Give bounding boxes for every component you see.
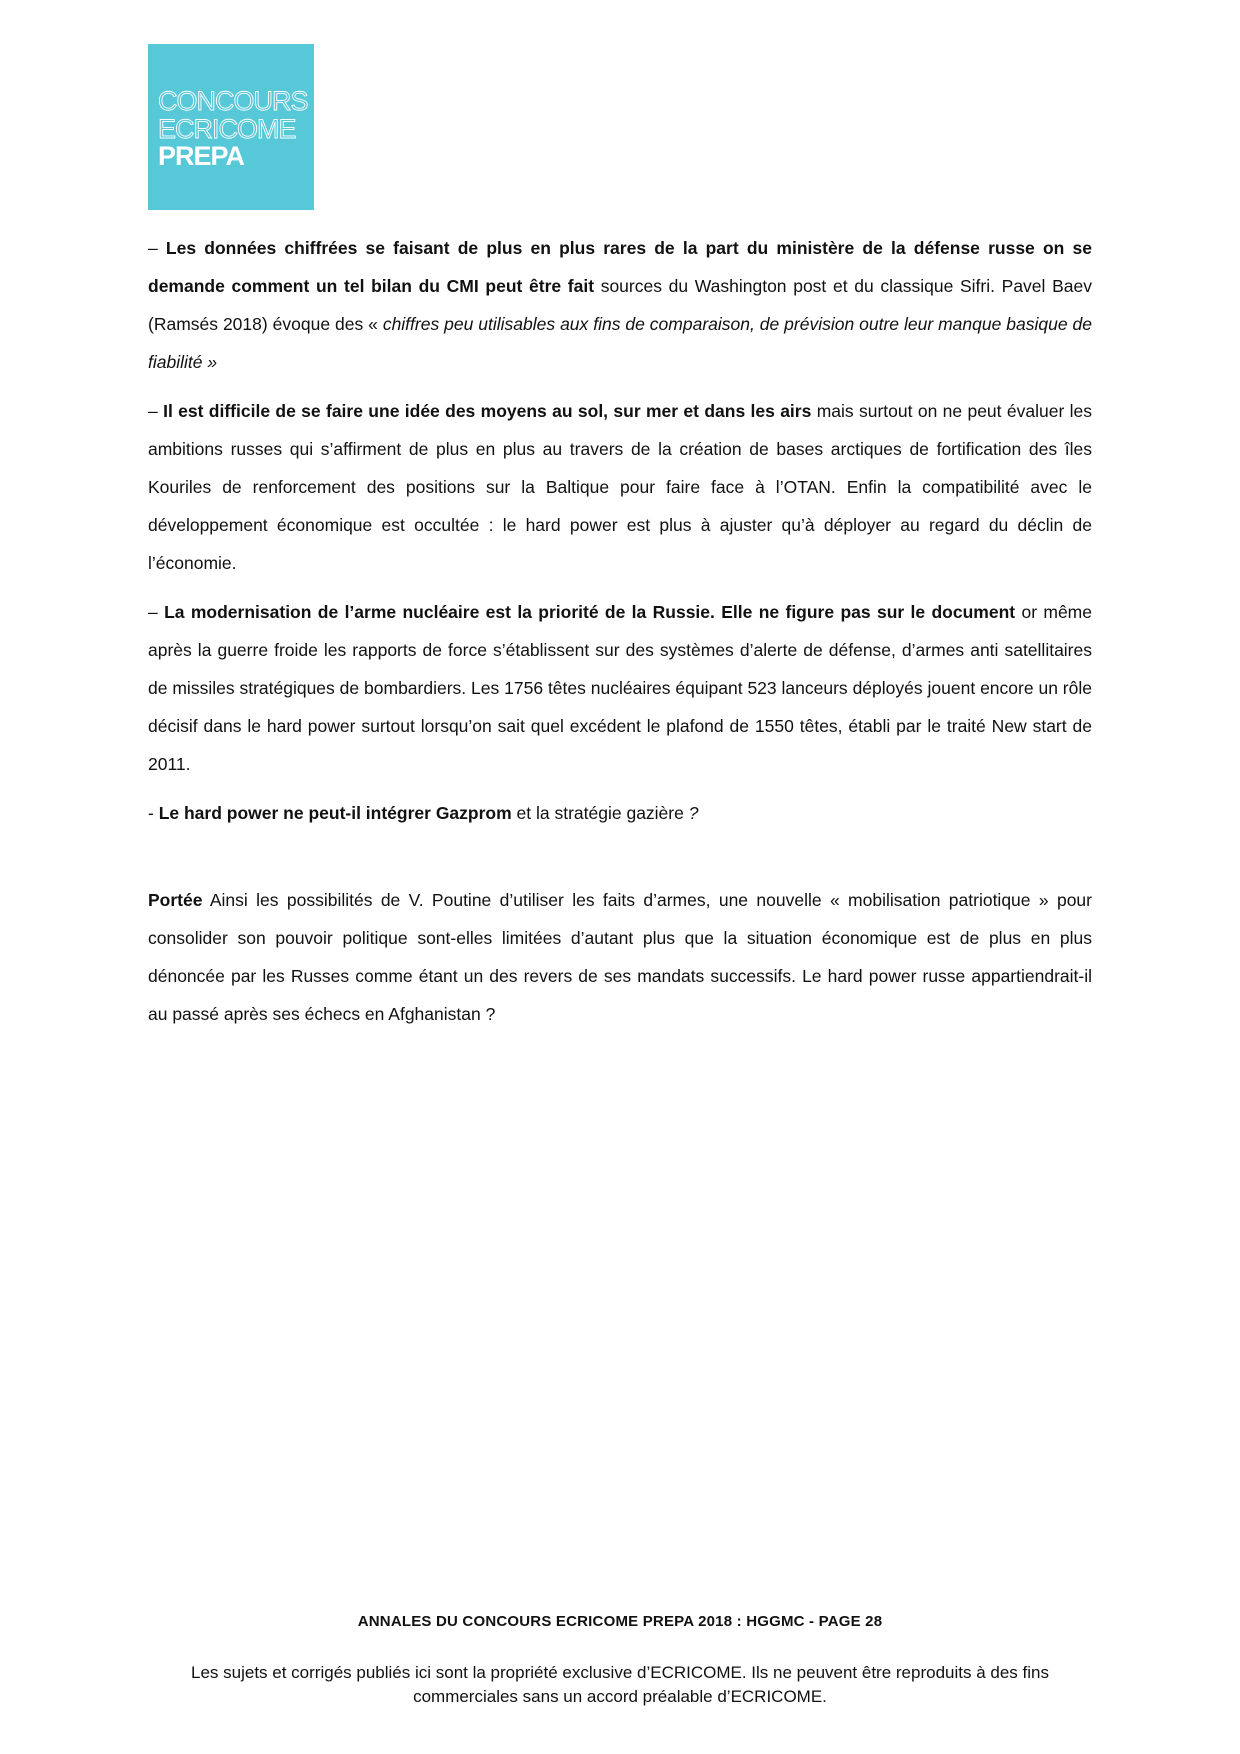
bold-lead: La modernisation de l’arme nucléaire est la priorité de la Russie. Elle ne figure pas sur le document bbox=[164, 602, 1016, 622]
paragraph-nucleaire bbox=[148, 593, 1092, 783]
body-text: Ainsi les possibilités de V. Poutine d’utiliser les faits d’armes, une nouvelle « mobilisation patriotique » pour consolider son pouvoir politique sont-elles limitées d’autant plus que la situation économique est de plus en plus dénoncée par les Russes comme étant un des revers de ses mandats successifs. Le hard power russe appartiendrait-il au passé après ses échecs en Afghanistan ? bbox=[148, 890, 1092, 1024]
document-body bbox=[148, 229, 1092, 1044]
bold-lead: Le hard power ne peut-il intégrer Gazprom bbox=[158, 803, 512, 823]
footer-copyright-note: Les sujets et corrigés publiés ici sont la propriété exclusive d’ECRICOME. Ils ne peuvent être reproduits à des fins commerciales sans un accord préalable d’ECRICOME. bbox=[191, 1663, 1049, 1706]
logo-line-prepa: PREPA bbox=[158, 141, 245, 171]
logo-line-concours: CONCOURS bbox=[158, 86, 308, 116]
bold-lead: Il est difficile de se faire une idée des moyens au sol, sur mer et dans les airs bbox=[163, 401, 812, 421]
body-text: et la stratégie gazière bbox=[511, 803, 689, 823]
dash: – bbox=[148, 401, 164, 421]
paragraph-donnees-chiffrees bbox=[148, 229, 1092, 381]
bold-lead: Portée bbox=[148, 890, 203, 910]
ecricome-logo bbox=[148, 44, 314, 210]
dash: – bbox=[148, 238, 166, 258]
body-text: or même après la guerre froide les rapports de force s’établissent sur des systèmes d’alerte de défense, d’armes anti satellitaires de missiles stratégiques de bombardiers. Les 1756 têtes nucléaires équipant 523 lanceurs déployés jouent encore un rôle décisif dans le hard power surtout lorsqu’on sait quel excédent le plafond de 1550 têtes, établi par le traité New start de 2011. bbox=[148, 602, 1092, 774]
dash: - bbox=[148, 803, 159, 823]
italic-quote: chiffres peu utilisables aux fins de comparaison, de prévision outre leur manque basique de fiabilité » bbox=[148, 314, 1092, 372]
dash: – bbox=[148, 602, 165, 622]
body-text: mais surtout on ne peut évaluer les ambitions russes qui s’affirment de plus en plus au travers de la création de bases arctiques de fortification des îles Kouriles de renforcement des positions sur la Baltique pour faire face à l’OTAN. Enfin la compatibilité avec le développement économique est occultée : le hard power est plus à ajuster qu’à déployer au regard du déclin de l’économie. bbox=[148, 401, 1092, 573]
body-text: sources du Washington post et du classique Sifri. Pavel Baev (Ramsés 2018) évoque des « bbox=[148, 276, 1092, 334]
footer-title: ANNALES DU CONCOURS ECRICOME PREPA 2018 : HGGMC - PAGE 28 bbox=[357, 1613, 883, 1630]
bold-lead: Les données chiffrées se faisant de plus en plus rares de la part du ministère de la défense russe on se demande comment un tel bilan du CMI peut être fait bbox=[148, 238, 1092, 296]
paragraph-portee bbox=[148, 881, 1092, 1033]
italic-question-mark: ? bbox=[688, 803, 699, 823]
logo-line-ecricome: ECRICOME bbox=[158, 114, 296, 144]
paragraph-gazprom bbox=[148, 794, 1092, 832]
paragraph-moyens bbox=[148, 392, 1092, 582]
